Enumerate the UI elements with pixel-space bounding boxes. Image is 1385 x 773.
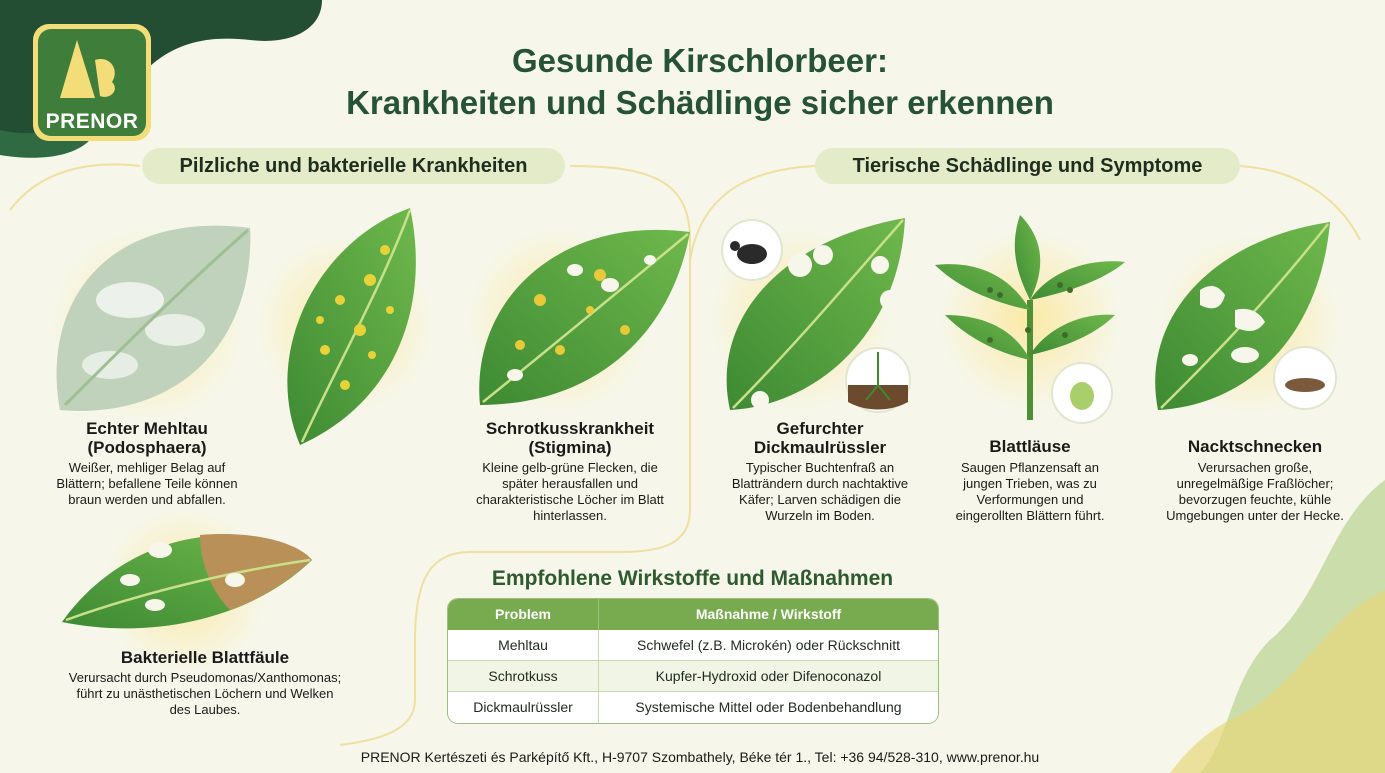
table-cell-problem: Mehltau <box>448 630 599 660</box>
desc-line: Käfer; Larven schädigen die <box>739 492 901 507</box>
card-title-slugs <box>1140 437 1370 456</box>
desc-line: unregelmäßige Fraßlöcher; <box>1176 476 1334 491</box>
table-row <box>448 692 938 723</box>
table-cell-measure: Schwefel (z.B. Microkén) oder Rückschnitt <box>637 637 900 653</box>
card-desc-aphids <box>925 460 1135 524</box>
desc-line: später herausfallen und <box>502 476 638 491</box>
page-title-line2: Krankheiten und Schädlinge sicher erkennen <box>346 84 1054 121</box>
measures-table <box>447 598 939 724</box>
table-cell-problem: Schrotkuss <box>448 661 599 691</box>
card-desc-mildew <box>34 460 260 508</box>
desc-line: Umgebungen unter der Hecke. <box>1166 508 1344 523</box>
desc-line: Blatträndern durch nachtaktive <box>731 476 909 491</box>
desc-line: braun werden und abfallen. <box>68 492 226 507</box>
card-title-blight <box>40 648 370 667</box>
section-heading-pests: Tierische Schädlinge und Symptome <box>815 148 1240 184</box>
table-header-measure: Maßnahme / Wirkstoff <box>695 606 842 622</box>
table-cell-measure: Systemische Mittel oder Bodenbehandlung <box>635 699 902 715</box>
desc-line: des Laubes. <box>169 702 241 717</box>
table-header-problem: Problem <box>448 599 599 630</box>
logo-text: PRENOR <box>45 110 139 133</box>
card-title-line: (Stigmina) <box>528 438 612 457</box>
table-row <box>448 661 938 692</box>
desc-line: Typischer Buchtenfraß an <box>745 460 895 475</box>
card-desc-slugs <box>1140 460 1370 524</box>
desc-line: Verursacht durch Pseudomonas/Xanthomonas; <box>68 670 342 685</box>
card-title-aphids <box>925 437 1135 456</box>
card-title-shothole <box>450 419 690 457</box>
table-header-row <box>448 599 938 630</box>
card-title-line: Blattläuse <box>989 437 1071 456</box>
desc-line: charakteristische Löcher im Blatt <box>476 492 664 507</box>
page-title-line1: Gesunde Kirschlorbeer: <box>512 42 888 79</box>
measures-title: Empfohlene Wirkstoffe und Maßnahmen <box>491 567 894 590</box>
desc-line: Saugen Pflanzensaft an <box>960 460 1100 475</box>
table-cell-problem: Dickmaulrüssler <box>448 692 599 723</box>
card-title-line: Echter Mehltau <box>86 419 208 438</box>
footer-contact: PRENOR Kertészeti és Parképítő Kft., H-9707 Szombathely, Béke tér 1., Tel: +36 94/528-310, www.prenor.hu <box>360 749 1040 765</box>
card-title-line: Dickmaulrüssler <box>753 438 887 457</box>
card-title-line: Gefurchter <box>776 419 864 438</box>
card-title-line: Nacktschnecken <box>1187 437 1323 456</box>
desc-line: Wurzeln im Boden. <box>765 508 875 523</box>
desc-line: bevorzugen feuchte, kühle <box>1178 492 1332 507</box>
card-desc-blight <box>40 670 370 718</box>
card-desc-weevil <box>710 460 930 524</box>
desc-line: hinterlassen. <box>533 508 607 523</box>
desc-line: Verursachen große, <box>1197 460 1313 475</box>
card-title-line: Bakterielle Blattfäule <box>120 648 290 667</box>
desc-line: führt zu unästhetischen Löchern und Welken <box>76 686 334 701</box>
desc-line: jungen Trieben, was zu <box>963 476 1097 491</box>
desc-line: Blättern; befallene Teile können <box>56 476 238 491</box>
card-title-weevil <box>710 419 930 457</box>
card-title-line: (Podosphaera) <box>87 438 207 457</box>
desc-line: Verformungen und <box>976 492 1084 507</box>
card-desc-shothole <box>450 460 690 524</box>
desc-line: eingerollten Blättern führt. <box>955 508 1105 523</box>
card-title-mildew <box>34 419 260 457</box>
section-heading-diseases: Pilzliche und bakterielle Krankheiten <box>142 148 565 184</box>
desc-line: Weißer, mehliger Belag auf <box>68 460 226 475</box>
table-row <box>448 630 938 661</box>
card-title-line: Schrotkusskrankheit <box>485 419 655 438</box>
table-cell-measure: Kupfer-Hydroxid oder Difenoconazol <box>655 668 882 684</box>
desc-line: Kleine gelb-grüne Flecken, die <box>482 460 658 475</box>
